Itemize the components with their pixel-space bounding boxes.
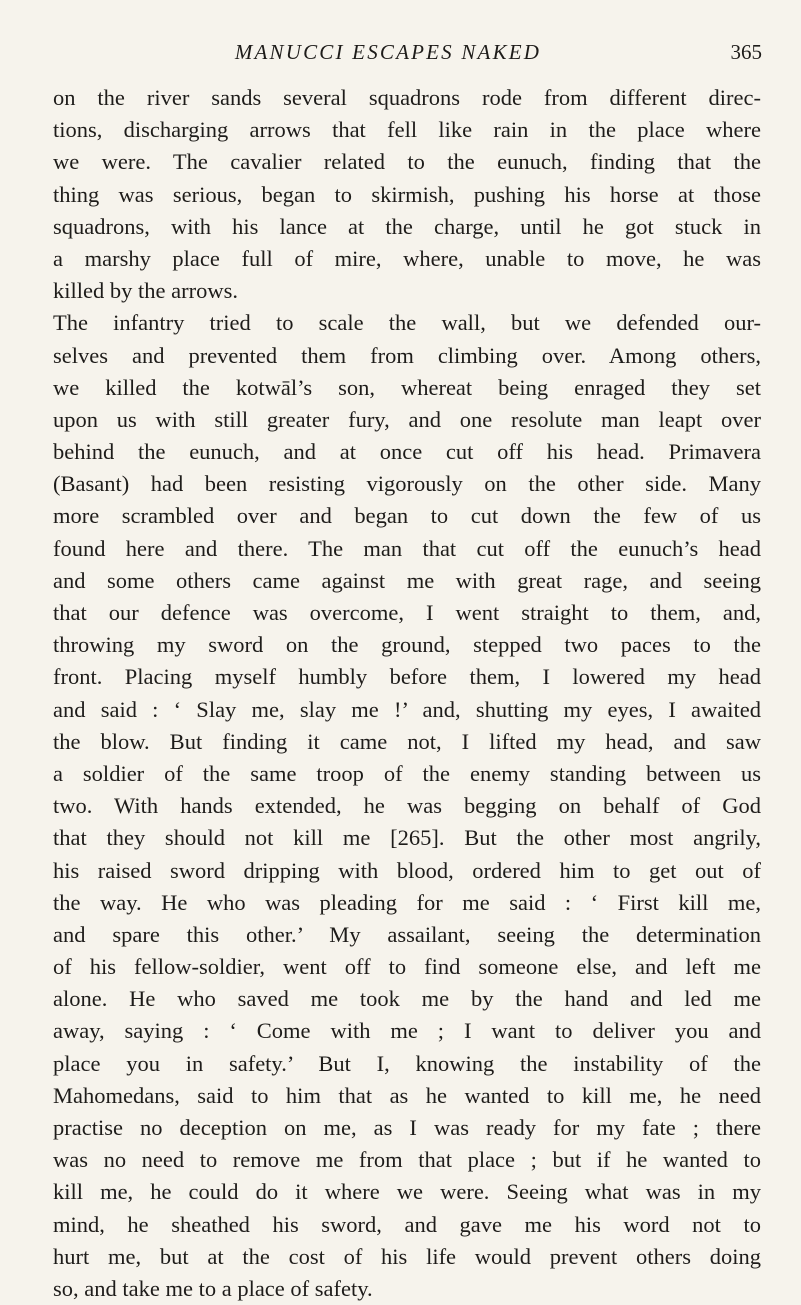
text-line: practise no deception on me, as I was ready for my fate ; there: [53, 1115, 761, 1140]
text-line: tions, discharging arrows that fell like rain in the place where: [53, 117, 761, 143]
text-line: was no need to remove me from that place ; but if he wanted to: [53, 1147, 761, 1173]
text-line: his raised sword dripping with blood, ordered him to get out of: [53, 857, 761, 883]
text-line: more scrambled over and began to cut down the few of us: [53, 503, 761, 529]
text-line: and some others came against me with great rage, and seeing: [53, 567, 761, 593]
text-line: away, saying : ‘ Come with me ; I want to deliver you and: [53, 1018, 761, 1044]
text-line: upon us with still greater fury, and one resolute man leapt over: [53, 406, 761, 432]
text-line: the way. He who was pleading for me said : ‘ First kill me,: [53, 889, 761, 915]
text-line: throwing my sword on the ground, stepped two paces to the: [53, 632, 761, 658]
text-line: and spare this other.’ My assailant, seeing the determination: [53, 921, 761, 947]
text-line: (Basant) had been resisting vigorously on the other side. Many: [53, 471, 761, 497]
text-line: a soldier of the same troop of the enemy standing between us: [53, 760, 761, 786]
text-line: killed by the arrows.: [53, 278, 238, 304]
text-line: squadrons, with his lance at the charge, until he got stuck in: [53, 213, 761, 239]
text-line: The infantry tried to scale the wall, but we defended our-: [53, 310, 761, 336]
running-head: MANUCCI ESCAPES NAKED: [234, 40, 542, 64]
page-number: 365: [730, 40, 762, 64]
text-line: selves and prevented them from climbing over. Among others,: [53, 342, 761, 368]
text-line: thing was serious, began to skirmish, pushing his horse at those: [53, 181, 761, 207]
text-line: alone. He who saved me took me by the hand and led me: [53, 986, 761, 1012]
text-line: place you in safety.’ But I, knowing the instability of the: [53, 1050, 761, 1076]
text-line: kill me, he could do it where we were. Seeing what was in my: [53, 1179, 761, 1205]
text-line: the blow. But finding it came not, I lifted my head, and saw: [53, 728, 761, 754]
text-line: hurt me, but at the cost of his life would prevent others doing: [53, 1243, 761, 1269]
text-line: so, and take me to a place of safety.: [53, 1275, 373, 1301]
text-line: that our defence was overcome, I went straight to them, and,: [53, 600, 761, 625]
body-text: [53, 82, 761, 1305]
text-line: that they should not kill me [265]. But the other most angrily,: [53, 825, 761, 851]
text-line: behind the eunuch, and at once cut off his head. Primavera: [53, 439, 761, 465]
text-line: we killed the kotwāl’s son, whereat being enraged they set: [53, 374, 761, 400]
text-line: and said : ‘ Slay me, slay me !’ and, shutting my eyes, I awaited: [53, 696, 761, 722]
text-line: we were. The cavalier related to the eunuch, finding that the: [53, 149, 761, 175]
text-line: of his fellow-soldier, went off to find someone else, and left me: [53, 954, 761, 980]
text-line: found here and there. The man that cut off the eunuch’s head: [53, 535, 761, 561]
text-line: front. Placing myself humbly before them, I lowered my head: [53, 664, 761, 690]
text-line: mind, he sheathed his sword, and gave me his word not to: [53, 1211, 761, 1237]
text-line: Mahomedans, said to him that as he wanted to kill me, he need: [53, 1082, 761, 1108]
text-line: a marshy place full of mire, where, unable to move, he was: [53, 245, 761, 271]
text-line: on the river sands several squadrons rode from different direc-: [53, 85, 761, 110]
text-line: two. With hands extended, he was begging on behalf of God: [53, 793, 761, 819]
